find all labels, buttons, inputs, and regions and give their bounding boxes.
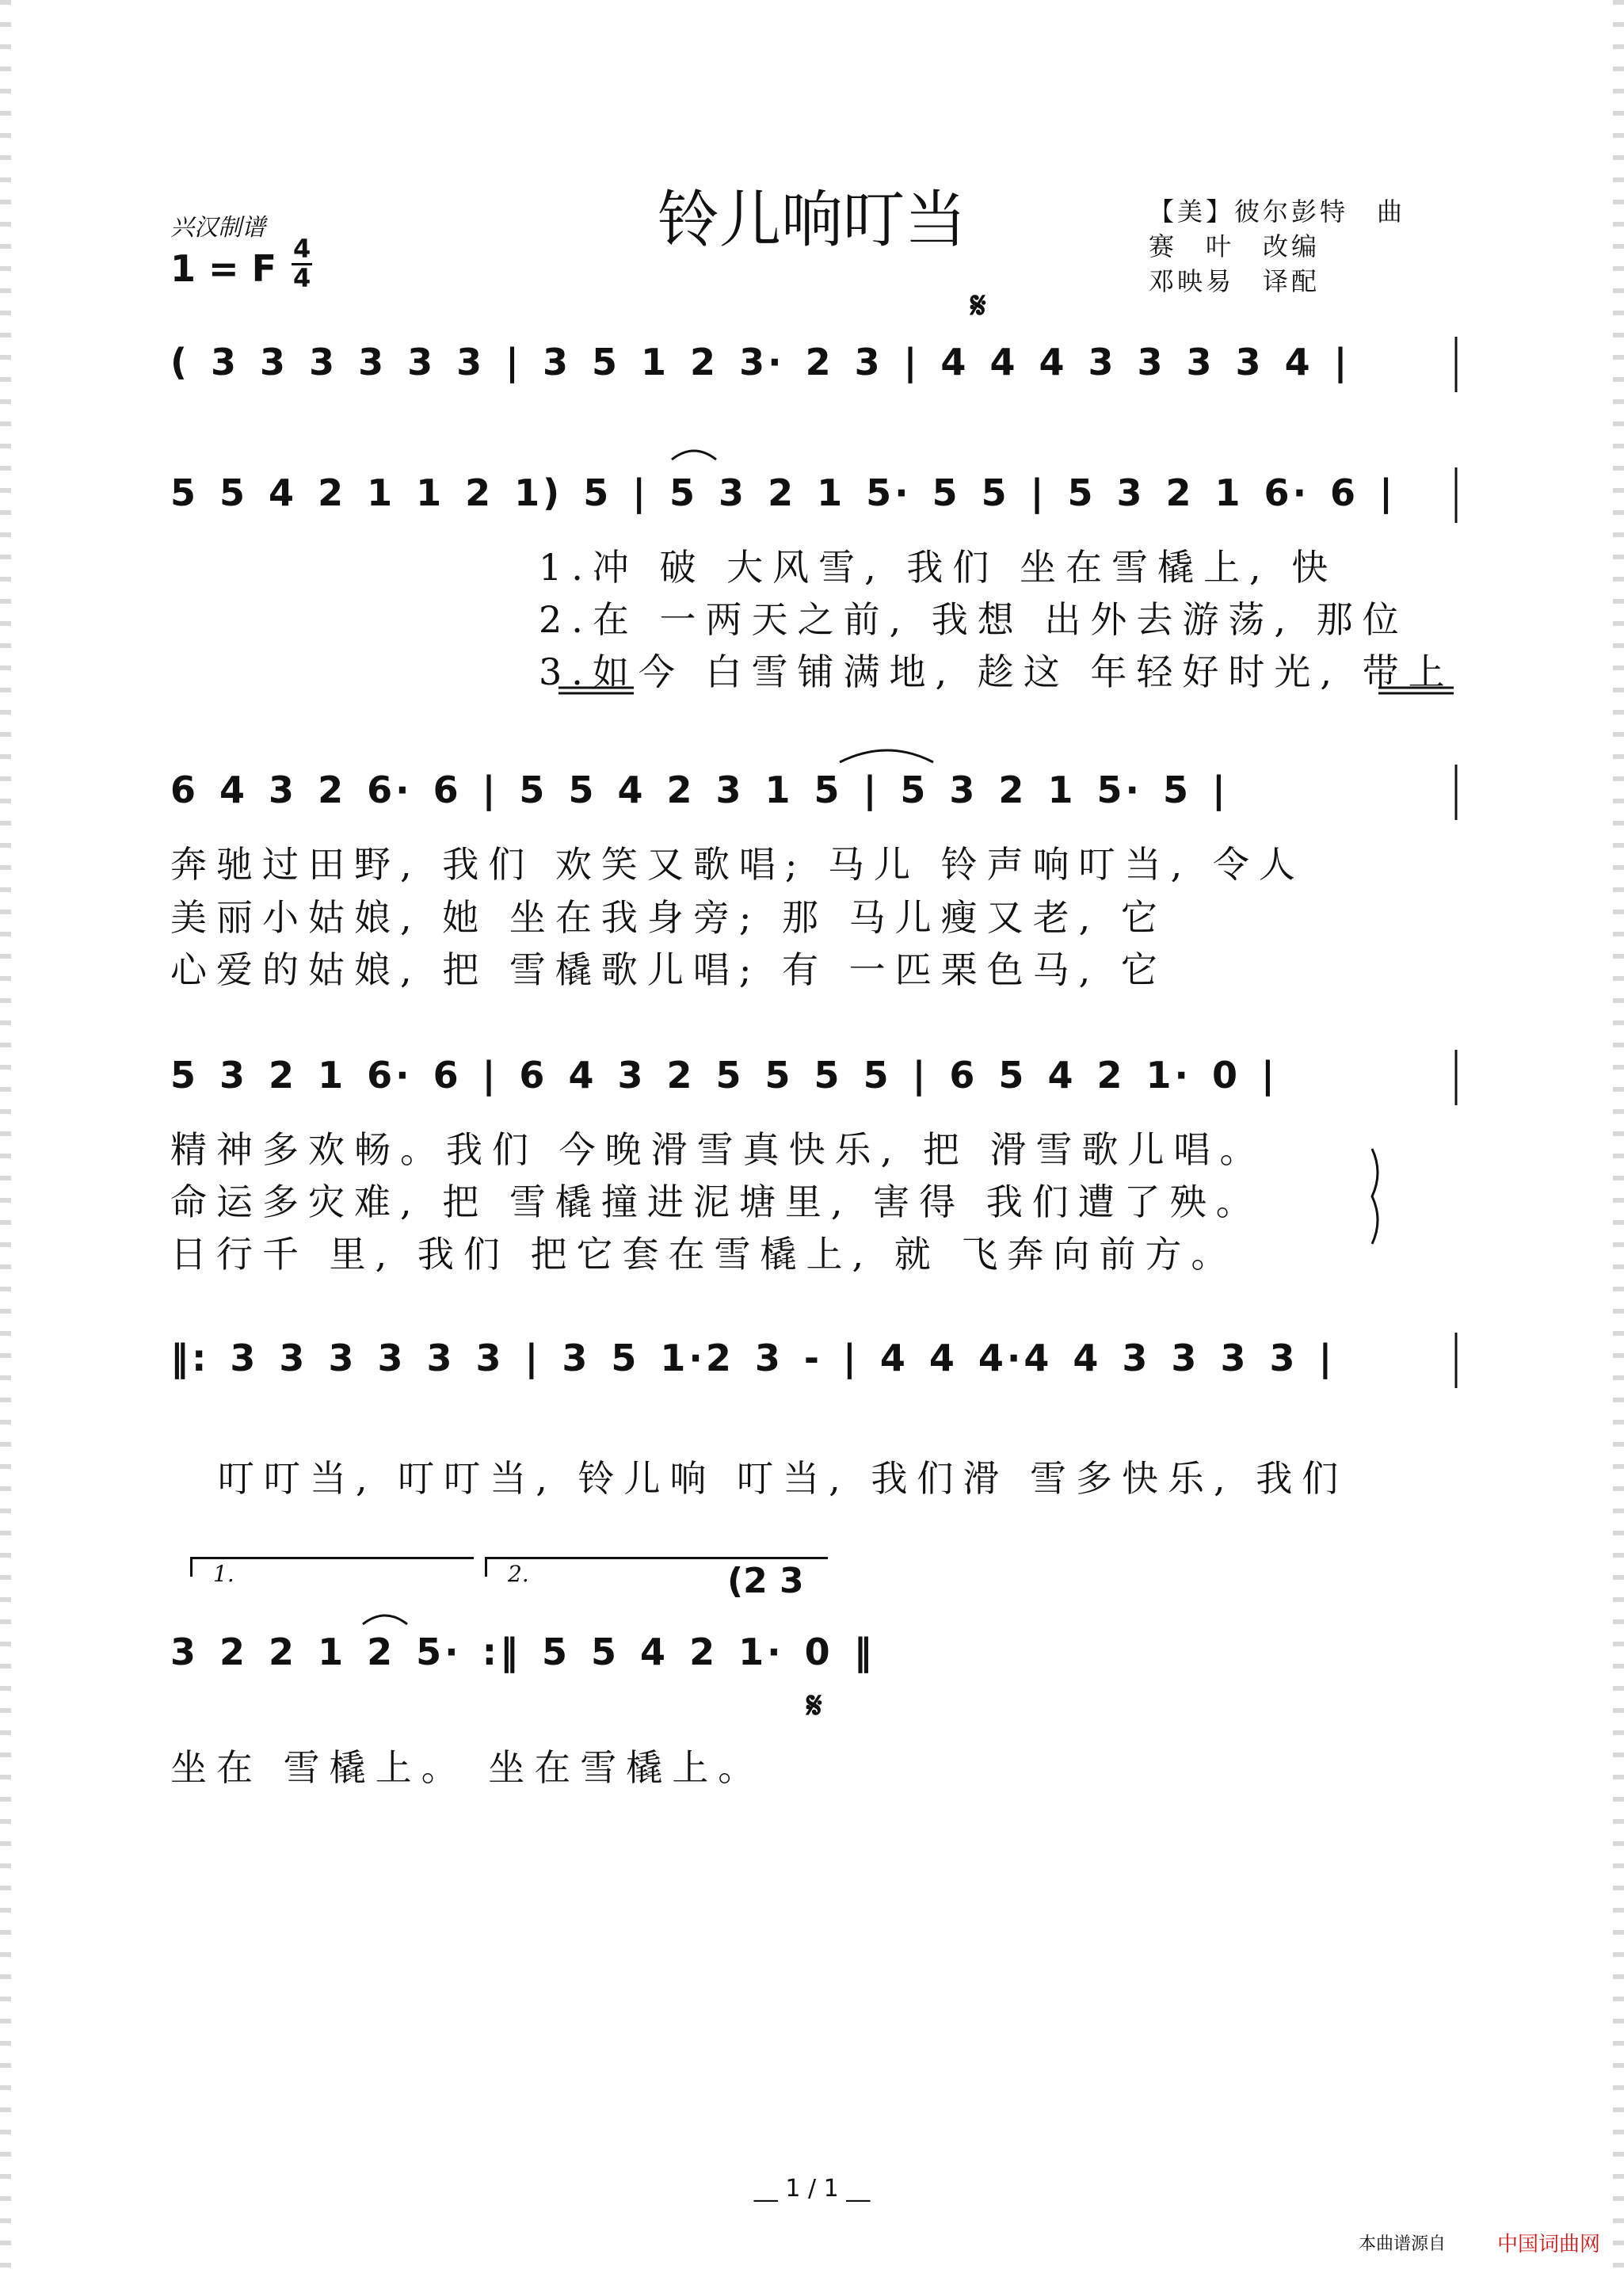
system-1-notes: ( 3 3 3 3 3 3 | 3 5 1 2 3· 2 3 | 4 4 4 3 3 3 3 4 |	[170, 341, 1351, 383]
pickup-notes: (2 3	[727, 1561, 804, 1601]
system-6-notes: 3 2 2 1 2 5· :‖ 5 5 4 2 1· 0 ‖	[170, 1631, 875, 1673]
site-name: 中国词曲网	[1497, 2233, 1601, 2256]
credit-adapter: 赛 叶 改编	[1149, 231, 1321, 261]
volta-1-label: 1.	[213, 1561, 234, 1587]
system-3-notes: 6 4 3 2 6· 6 | 5 5 4 2 3 1 5 | 5 3 2 1 5· 5 |	[170, 769, 1229, 811]
system-3-lyric-1: 奔驰过田野, 我们 欢笑又歌唱; 马儿 铃声响叮当, 令人	[170, 843, 1305, 886]
credit-translator: 邓映易 译配	[1149, 266, 1321, 296]
time-top: 4	[293, 234, 311, 264]
volta-2-label: 2.	[508, 1561, 529, 1587]
segno-top: 𝄋	[970, 284, 986, 326]
credit-composer: 【美】彼尔彭特 曲	[1149, 196, 1406, 227]
song-title: 铃儿响叮当	[657, 185, 966, 256]
system-2-lyric-1: 1.冲 破 大风雪, 我们 坐在雪橇上, 快	[539, 546, 1338, 589]
system-3-lyric-3: 心爱的姑娘, 把 雪橇歌儿唱; 有 一匹栗色马, 它	[170, 948, 1167, 991]
system-4-notes: 5 3 2 1 6· 6 | 6 4 3 2 5 5 5 5 | 6 5 4 2 1· 0 |	[170, 1054, 1278, 1097]
system-3-lyric-2: 美丽小姑娘, 她 坐在我身旁; 那 马儿瘦又老, 它	[170, 896, 1167, 939]
score-maker: 兴汉制谱	[170, 214, 265, 242]
page-number: __ 1 / 1 __	[753, 2175, 871, 2203]
system-6-lyric-1: 坐在 雪橇上。 坐在雪橇上。	[170, 1746, 764, 1789]
system-4-lyric-3: 日行千 里, 我们 把它套在雪橇上, 就 飞奔向前方。	[170, 1233, 1237, 1276]
segno-bottom: 𝄋	[806, 1684, 822, 1726]
key-signature: 1 = F	[170, 247, 277, 290]
system-4-lyric-1: 精神多欢畅。我们 今晚滑雪真快乐, 把 滑雪歌儿唱。	[170, 1128, 1266, 1171]
system-5-lyric-1: 叮叮当, 叮叮当, 铃儿响 叮当, 我们滑 雪多快乐, 我们	[218, 1457, 1348, 1500]
system-2-lyric-3: 3.如今 白雪铺满地, 趁这 年轻好时光, 带上	[539, 650, 1454, 693]
source-label: 本曲谱源自	[1359, 2234, 1447, 2254]
system-4-lyric-2: 命运多灾难, 把 雪橇撞进泥塘里, 害得 我们遭了殃。	[170, 1181, 1262, 1223]
time-bottom: 4	[293, 263, 311, 293]
system-5-notes: ‖: 3 3 3 3 3 3 | 3 5 1·2 3 - | 4 4 4·4 4 3 3 3 3 |	[170, 1337, 1336, 1379]
system-2-lyric-2: 2.在 一两天之前, 我想 出外去游荡, 那位	[539, 598, 1409, 641]
system-2-notes: 5 5 4 2 1 1 2 1) 5 | 5 3 2 1 5· 5 5 | 5 3 2 1 6· 6 |	[170, 471, 1396, 514]
